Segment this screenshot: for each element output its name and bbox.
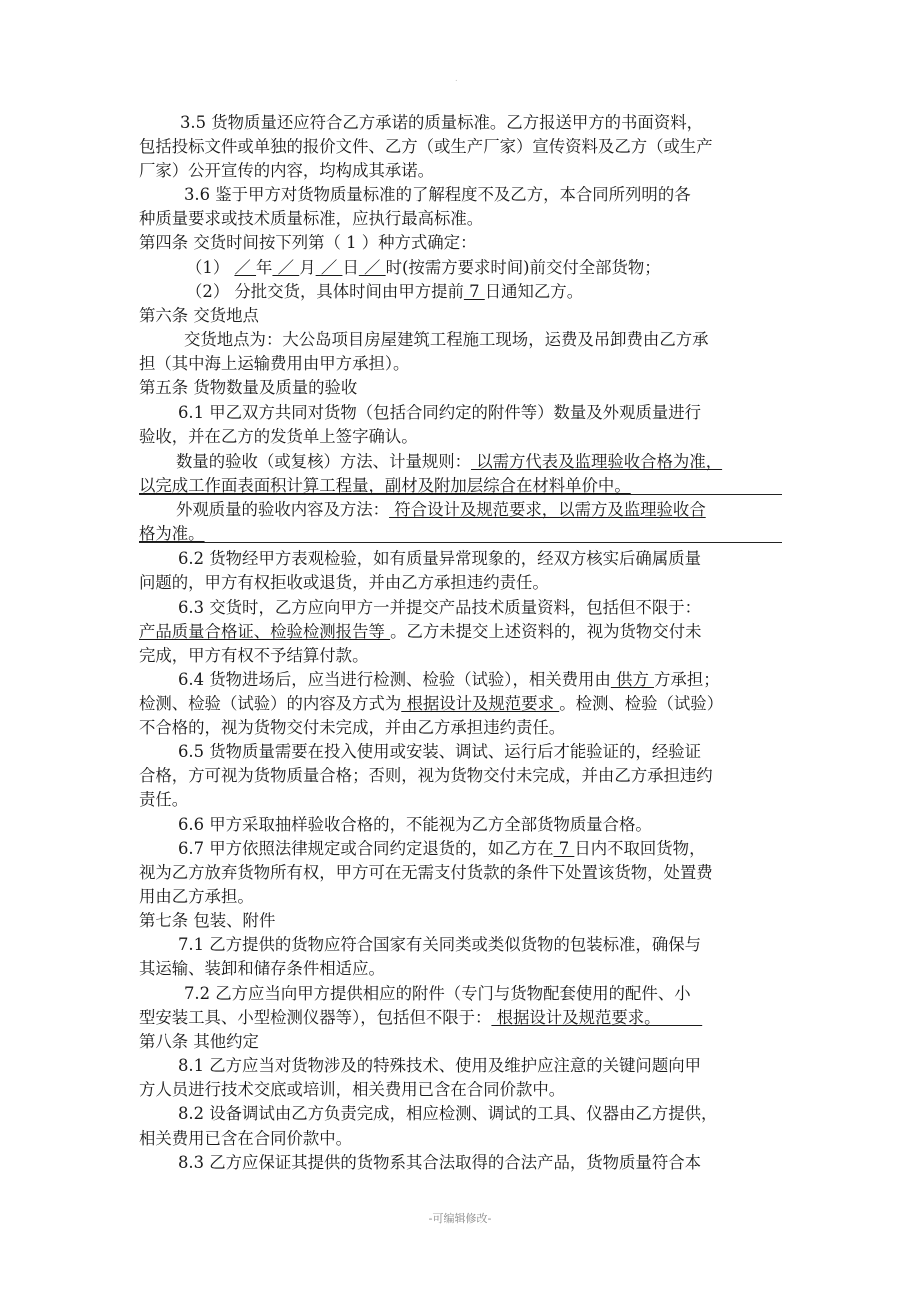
option-1-label: （1）: [186, 258, 235, 277]
underline-rule: [139, 494, 782, 495]
clause-8-1-line-1: 8.1 乙方应当对货物涉及的特殊技术、使用及维护应注意的关键问题向甲: [178, 1056, 701, 1075]
quantity-check-value-cont: 以完成工作面表面积计算工程量，副材及附加层综合在材料单价中。: [139, 476, 631, 495]
appearance-check-line-1: [176, 498, 786, 522]
clause-6-3-rest: 。乙方未提交上述资料的，视为货物交付未: [390, 622, 702, 641]
clause-6-5-line-1: 6.5 货物质量需要在投入使用或安装、调试、运行后才能验证的，经验证: [178, 742, 701, 761]
clause-6-3-line-2: [139, 620, 789, 644]
clause-7-2-line-2: [139, 1006, 789, 1030]
clause-3-5-line-3: 厂家）公开宣传的内容，均构成其承诺。: [139, 161, 435, 180]
clause-6-7-line-1: [178, 837, 828, 861]
clause-6-2-line-2: 问题的，甲方有权拒收或退货，并由乙方承担违约责任。: [139, 573, 549, 592]
month-label: 月: [299, 258, 316, 277]
month-blank: ／: [272, 258, 300, 277]
clause-6-7-suffix: 日内不取回货物，: [574, 839, 706, 858]
delivery-option-2: [186, 280, 836, 304]
clause-3-5-line-2: 包括投标文件或单独的报价文件、乙方（或生产厂家）宣传资料及乙方（或生产: [139, 137, 713, 156]
inspection-method-label: 检测、检验（试验）的内容及方式为: [139, 694, 402, 713]
delivery-place-line-2: 担（其中海上运输费用由甲方承担）。: [139, 354, 410, 373]
clause-3-6-line-2: 种质量要求或技术质量标准，应执行最高标准。: [139, 209, 484, 228]
article-5-heading: 第五条 货物数量及质量的验收: [139, 378, 358, 397]
clause-7-2-line-1: 7.2 乙方应当向甲方提供相应的附件（专门与货物配套使用的配件、小: [184, 984, 691, 1003]
page-footer: -可编辑修改-: [428, 1212, 492, 1225]
article-8-heading: 第八条 其他约定: [139, 1032, 259, 1051]
year-blank: ／: [234, 258, 257, 277]
option-2-rest: 日通知乙方。: [484, 282, 584, 301]
appearance-check-label: 外观质量的验收内容及方法：: [176, 500, 390, 519]
clause-6-3-line-3: 完成，甲方有权不予结算付款。: [139, 646, 369, 665]
clause-6-4-text: 6.4 货物进场后，应当进行检测、检验（试验），相关费用由: [178, 670, 611, 689]
inspection-method-value: 根据设计及规范要求: [401, 694, 560, 713]
pickup-days-value: 7: [553, 839, 575, 858]
day-blank: ／: [315, 258, 343, 277]
option-1-rest: 时(按需方要求时间)前交付全部货物；: [385, 258, 661, 277]
clause-6-5-line-2: 合格，方可视为货物质量合格；否则，视为货物交付未完成，并由乙方承担违约: [139, 766, 713, 785]
year-label: 年: [256, 258, 273, 277]
clause-6-5-line-3: 责任。: [139, 790, 189, 809]
delivery-option-1: [186, 256, 836, 280]
clause-6-1-line-2: 验收，并在乙方的发货单上签字确认。: [139, 427, 418, 446]
article-6-heading: 第六条 交货地点: [139, 306, 259, 325]
day-label: 日: [342, 258, 359, 277]
underline-rule: [139, 542, 782, 543]
clause-6-4-line-2-rest: 。检测、检验（试验）: [559, 694, 724, 713]
delivery-place-line-1: 交货地点为：大公岛项目房屋建筑工程施工现场，运费及吊卸费由乙方承: [184, 330, 709, 349]
article-4-heading: 第四条 交货时间按下列第（ 1 ）种方式确定：: [139, 233, 477, 252]
article-7-heading: 第七条 包装、附件: [139, 911, 276, 930]
accessories-label: 型安装工具、小型检测仪器等），包括但不限于：: [139, 1008, 492, 1027]
clause-7-1-line-1: 7.1 乙方提供的货物应符合国家有关同类或类似货物的包装标准，确保与: [178, 935, 701, 954]
clause-8-2-line-2: 相关费用已含在合同价款中。: [139, 1129, 353, 1148]
notice-days-value: 7: [463, 282, 485, 301]
appearance-check-value-cont: 格为准。: [139, 524, 205, 543]
hour-blank: ／: [358, 258, 386, 277]
clause-6-4-line-3: 不合格的，视为货物交付未完成，并由乙方承担违约责任。: [139, 718, 566, 737]
clause-6-6: 6.6 甲方采取抽样验收合格的，不能视为乙方全部货物质量合格。: [178, 815, 652, 834]
cost-bearer-value: 供方: [610, 670, 655, 689]
clause-8-3-line-1: 8.3 乙方应保证其提供的货物系其合法取得的合法产品，货物质量符合本: [178, 1153, 701, 1172]
clause-6-4-line-2: [139, 692, 789, 716]
clause-7-1-line-2: 其运输、装卸和储存条件相适应。: [139, 959, 385, 978]
accessories-value: 根据设计及规范要求。: [491, 1008, 703, 1027]
quantity-check-line-1: [176, 450, 796, 474]
clause-3-5-line-1: 3.5 货物质量还应符合乙方承诺的质量标准。乙方报送甲方的书面资料，: [180, 113, 703, 132]
clause-8-2-line-1: 8.2 设备调试由乙方负责完成，相应检测、调试的工具、仪器由乙方提供，: [178, 1104, 718, 1123]
clause-6-1-line-1: 6.1 甲乙双方共同对货物（包括合同约定的附件等）数量及外观质量进行: [178, 403, 701, 422]
appearance-check-value: 符合设计及规范要求，以需方及监理验收合: [389, 500, 706, 519]
clause-6-4-suffix: 方承担；: [654, 670, 720, 689]
clause-3-6-line-1: 3.6 鉴于甲方对货物质量标准的了解程度不及乙方，本合同所列明的各: [184, 185, 691, 204]
clause-6-4-line-1: [178, 668, 828, 692]
option-2-text: （2） 分批交货，具体时间由甲方提前: [186, 282, 464, 301]
quantity-check-label: 数量的验收（或复核）方法、计量规则：: [176, 452, 472, 471]
clause-8-1-line-2: 方人员进行技术交底或培训，相关费用已含在合同价款中。: [139, 1080, 566, 1099]
quantity-check-value: 以需方代表及监理验收合格为准，: [471, 452, 723, 471]
clause-6-7-text: 6.7 甲方依照法律规定或合同约定退货的，如乙方在: [178, 839, 554, 858]
quality-docs-value: 产品质量合格证、检验检测报告等: [139, 622, 391, 641]
clause-6-7-line-3: 用由乙方承担。: [139, 887, 254, 906]
top-mark: .: [455, 74, 458, 83]
clause-6-2-line-1: 6.2 货物经甲方表观检验，如有质量异常现象的，经双方核实后确属质量: [178, 549, 701, 568]
clause-6-3-line-1: 6.3 交货时，乙方应向甲方一并提交产品技术质量资料，包括但不限于：: [178, 598, 701, 617]
clause-6-7-line-2: 视为乙方放弃货物所有权，甲方可在无需支付货款的条件下处置该货物，处置费: [139, 863, 713, 882]
